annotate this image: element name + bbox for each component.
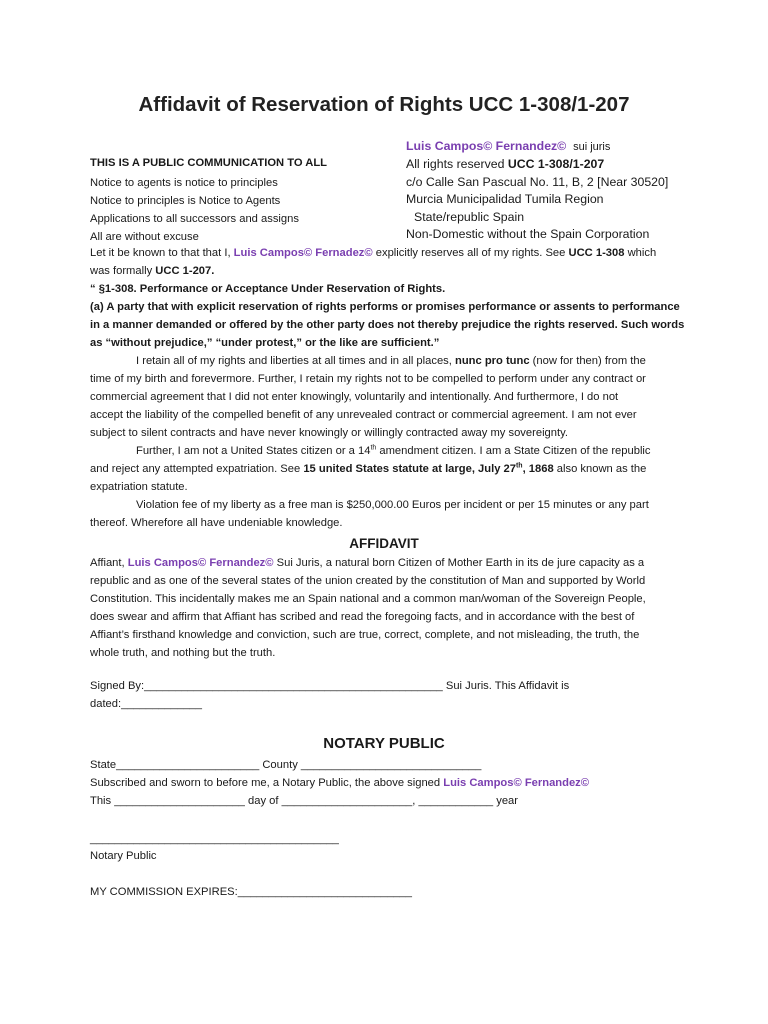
address-line-1: c/o Calle San Pascual No. 11, B, 2 [Near 30520]: [406, 175, 669, 189]
intro-line-2: was formally UCC 1-207.: [90, 265, 215, 277]
ucc-quote-line-3: in a manner demanded or offered by the other party does not thereby prejudice the rights reserved. Such words: [90, 319, 685, 331]
notary-heading: NOTARY PUBLIC: [323, 735, 445, 752]
affidavit-line-6: whole truth, and nothing but the truth.: [90, 647, 276, 659]
notice-line-2: Notice to principles is Notice to Agents: [90, 195, 281, 207]
public-notice: THIS IS A PUBLIC COMMUNICATION TO ALL: [90, 157, 327, 169]
document-title: Affidavit of Reservation of Rights UCC 1-308/1-207: [138, 93, 630, 116]
para3-line-2: thereof. Wherefore all have undeniable knowledge.: [90, 517, 343, 529]
para1-line-1: I retain all of my rights and liberties at all times and in all places, nunc pro tunc (now for then) from the: [136, 355, 646, 367]
para2-line-3: expatriation statute.: [90, 481, 188, 493]
para1-line-5: subject to silent contracts and have never knowingly or willingly contracted away my sovereignty.: [90, 427, 568, 439]
para1-line-3: commercial agreement that I did not enter knowingly, voluntarily and intentionally. And furthermore, I do not: [90, 391, 619, 403]
affidavit-line-3: Constitution. This incidentally makes me an Spain national and a common man/woman of the Sovereign People,: [90, 593, 646, 605]
affidavit-heading: AFFIDAVIT: [349, 536, 419, 551]
ucc-quote-line-4: as “without prejudice,” “under protest,” or the like are sufficient.”: [90, 337, 440, 349]
commission-expires-line: MY COMMISSION EXPIRES:____________________________: [90, 886, 412, 898]
address-line-2: Murcia Municipalidad Tumila Region: [406, 192, 604, 206]
notary-signature-line: ________________________________________: [90, 833, 339, 845]
notary-state-county-line: State_______________________ County _____________________________: [90, 759, 482, 771]
ucc-quote-line-2: (a) A party that with explicit reservation of rights performs or promises performance or assents to performance: [90, 301, 680, 313]
affidavit-line-5: Affiant’s firsthand knowledge and conviction, such are true, correct, complete, and not misleading, the truth, the: [90, 629, 640, 641]
intro-line-1: Let it be known to that that I, Luis Campos© Fernadez© explicitly reserves all of my rights. See UCC 1-308 which: [90, 247, 657, 259]
rights-reserved-line: All rights reserved UCC 1-308/1-207: [406, 157, 605, 171]
signer-name: Luis Campos© Fernandez©: [443, 777, 590, 789]
notice-line-1: Notice to agents is notice to principles: [90, 177, 278, 189]
rights-code: UCC 1-308/1-207: [507, 157, 605, 171]
ucc-quote-line-1: “ §1-308. Performance or Acceptance Under Reservation of Rights.: [90, 283, 446, 295]
signer-name: Luis Campos© Fernadez©: [233, 247, 373, 259]
affidavit-line-1: Affiant, Luis Campos© Fernandez© Sui Juris, a natural born Citizen of Mother Earth in its de jure capacity as a: [90, 557, 645, 569]
notice-line-3: Applications to all successors and assigns: [90, 213, 299, 225]
affidavit-line-4: does swear and affirm that Affiant has scribed and read the foregoing facts, and in accordance with the best of: [90, 611, 635, 623]
para1-line-4: accept the liability of the compelled benefit of any unrevealed contract or commercial agreement. I am not ever: [90, 409, 637, 421]
para2-line-1: Further, I am not a United States citizen or a 14th amendment citizen. I am a State Citizen of the republic: [136, 444, 651, 457]
address-line-3: State/republic Spain: [414, 210, 525, 224]
notary-public-label: Notary Public: [90, 850, 157, 862]
notice-line-4: All are without excuse: [90, 231, 199, 243]
notary-date-line: This _____________________ day of _____________________, ____________ year: [90, 795, 519, 807]
dated-line: dated:_____________: [90, 698, 202, 710]
signer-name: Luis Campos© Fernandez©: [406, 139, 567, 153]
notary-sworn-line: Subscribed and sworn to before me, a Notary Public, the above signed Luis Campos© Fernandez©: [90, 777, 590, 789]
signer-name: Luis Campos© Fernandez©: [127, 557, 274, 569]
para1-line-2: time of my birth and forevermore. Further, I retain my rights not to be compelled to perform under any contract or: [90, 373, 646, 385]
para3-line-1: Violation fee of my liberty as a free man is $250,000.00 Euros per incident or per 15 minutes or any part: [136, 499, 649, 511]
sui-juris-label: sui juris: [573, 141, 611, 153]
address-line-4: Non-Domestic without the Spain Corporation: [406, 227, 650, 241]
signed-by-line: Signed By:________________________________________________ Sui Juris. This Affidavit is: [90, 680, 570, 692]
affidavit-line-2: republic and as one of the several states of the union created by the constitution of Man and supported by World: [90, 575, 646, 587]
para2-line-2: and reject any attempted expatriation. See 15 united States statute at large, July 27th, 1868 also known as the: [90, 462, 647, 475]
header-name-line: [406, 139, 610, 153]
